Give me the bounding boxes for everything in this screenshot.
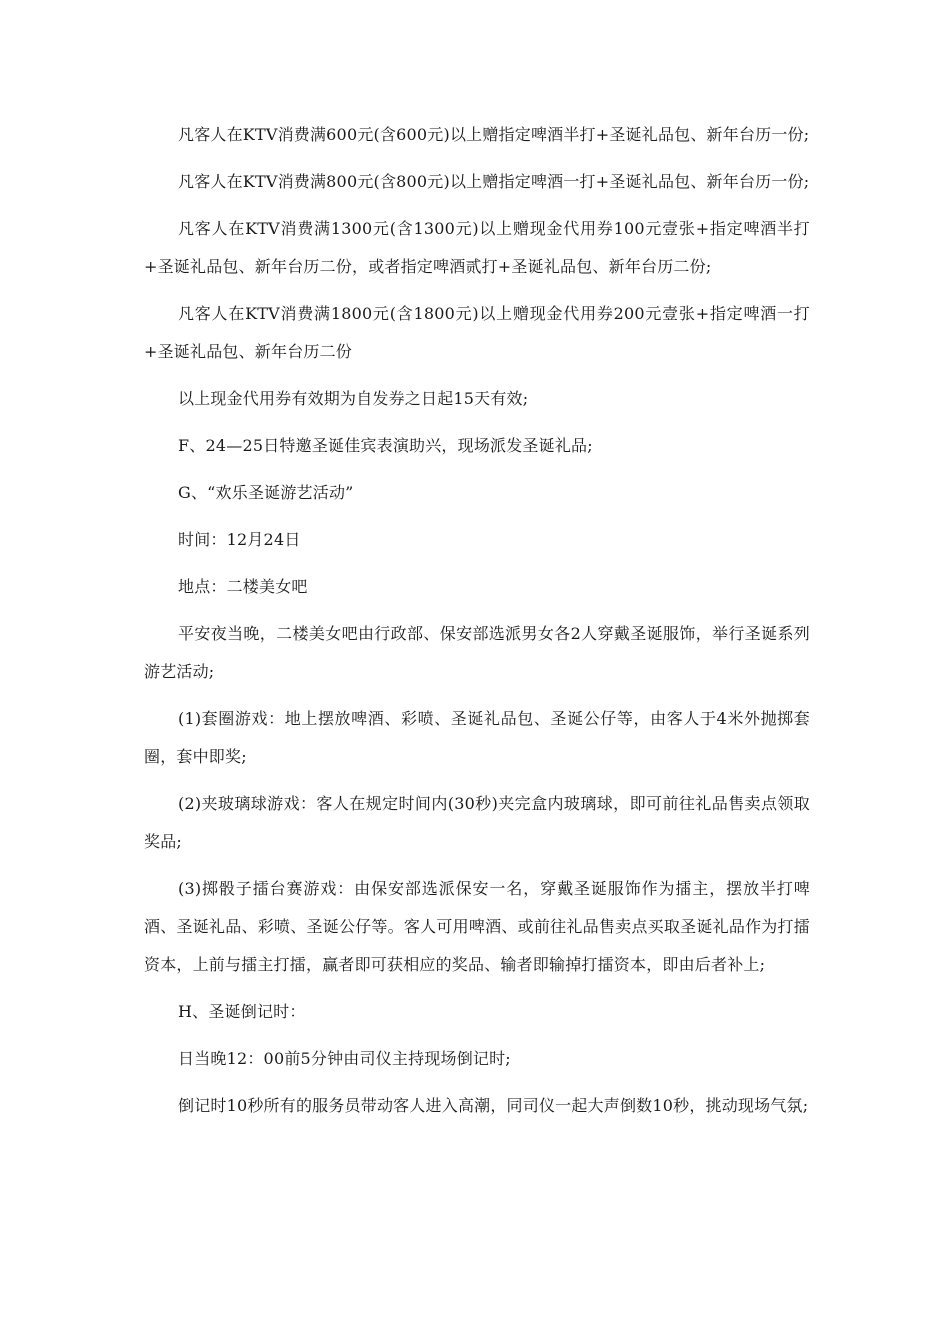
paragraph-countdown-climax: 倒记时10秒所有的服务员带动客人进入高潮，同司仪一起大声倒数10秒，挑动现场气氛; <box>178 1096 809 1115</box>
paragraph-game-glass-ball: (2)夹玻璃球游戏：客人在规定时间内(30秒)夹完盒内玻璃球，即可前往礼品售卖点领取奖品; <box>144 794 810 851</box>
paragraph-game-ring-toss: (1)套圈游戏：地上摆放啤酒、彩喷、圣诞礼品包、圣诞公仔等，由客人于4米外抛掷套圈，套中即奖; <box>144 709 810 766</box>
paragraph-ktv-1300: 凡客人在KTV消费满1300元(含1300元)以上赠现金代用券100元壹张+指定啤酒半打+圣诞礼品包、新年台历二份，或者指定啤酒贰打+圣诞礼品包、新年台历二份; <box>144 219 810 276</box>
paragraph-section-g-title: G、“欢乐圣诞游艺活动” <box>178 483 354 502</box>
paragraph-location: 地点：二楼美女吧 <box>178 577 308 596</box>
paragraph-time: 时间：12月24日 <box>178 530 301 549</box>
paragraph-ktv-600: 凡客人在KTV消费满600元(含600元)以上赠指定啤酒半打+圣诞礼品包、新年台历一份; <box>178 125 810 144</box>
paragraph-christmas-eve: 平安夜当晚，二楼美女吧由行政部、保安部选派男女各2人穿戴圣诞服饰，举行圣诞系列游艺活动; <box>144 624 810 681</box>
paragraph-ktv-1800: 凡客人在KTV消费满1800元(含1800元)以上赠现金代用券200元壹张+指定啤酒一打+圣诞礼品包、新年台历二份 <box>144 304 810 361</box>
paragraph-section-h-title: H、圣诞倒记时： <box>178 1002 306 1021</box>
document-body <box>144 116 810 1134</box>
paragraph-countdown-start: 日当晚12：00前5分钟由司仪主持现场倒记时; <box>178 1049 511 1068</box>
paragraph-section-f: F、24—25日特邀圣诞佳宾表演助兴，现场派发圣诞礼品; <box>178 436 593 455</box>
paragraph-game-dice: (3)掷骰子擂台赛游戏：由保安部选派保安一名，穿戴圣诞服饰作为擂主，摆放半打啤酒、圣诞礼品、彩喷、圣诞公仔等。客人可用啤酒、或前往礼品售卖点买取圣诞礼品作为打擂资本，上前与擂主打擂，赢者即可获相应的奖品、输者即输掉打擂资本，即由后者补上; <box>144 879 810 974</box>
paragraph-ktv-800: 凡客人在KTV消费满800元(含800元)以上赠指定啤酒一打+圣诞礼品包、新年台历一份; <box>178 172 810 191</box>
paragraph-voucher-validity: 以上现金代用券有效期为自发券之日起15天有效; <box>178 389 529 408</box>
